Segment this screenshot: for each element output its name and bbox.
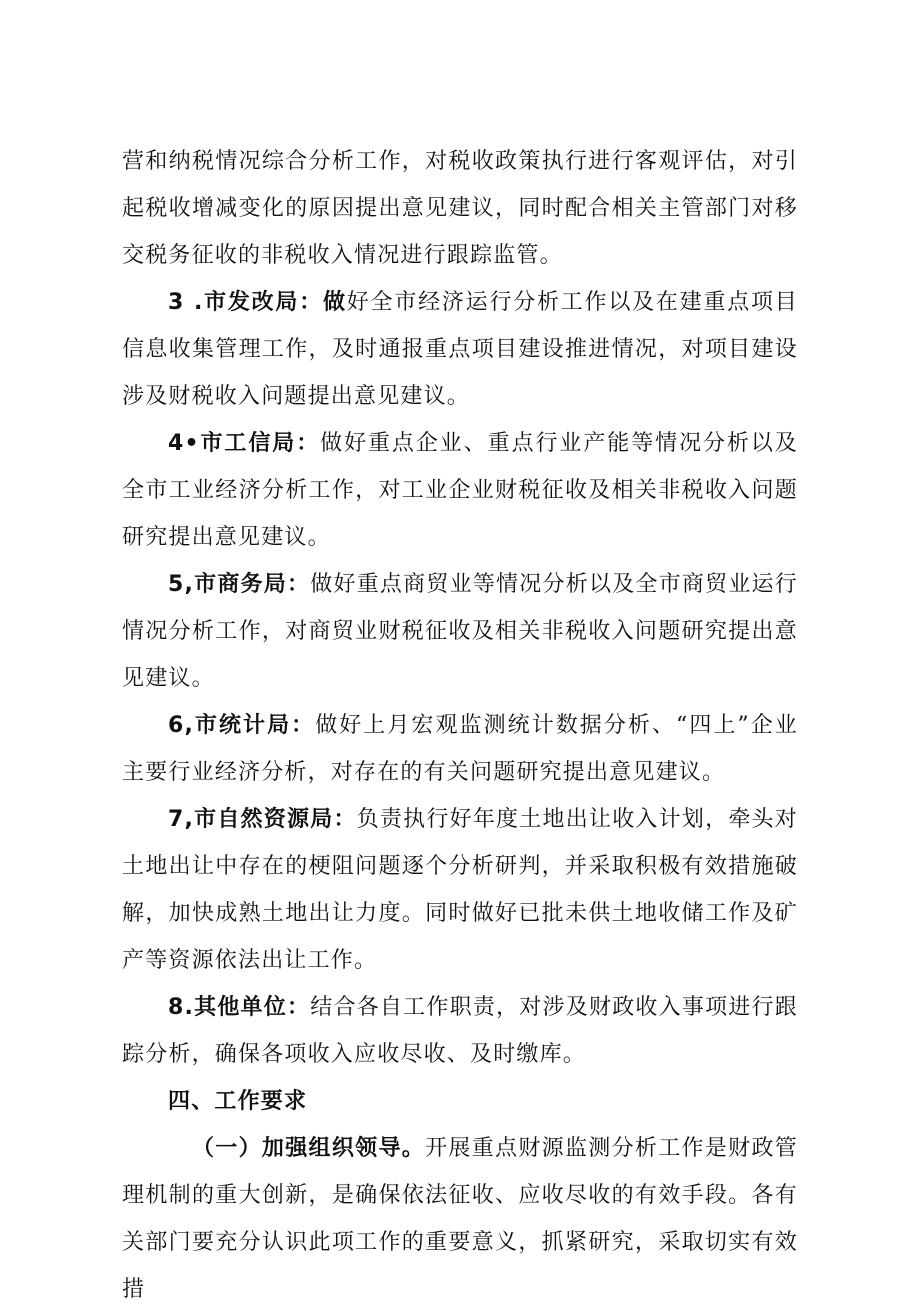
paragraph-label: 5,市商务局： xyxy=(168,572,311,597)
paragraph-text: 营和纳税情况综合分析工作，对税收政策执行进行客观评估，对引起税收增减变化的原因提出意见建议，同时配合相关主管部门对移交税务征收的非税收入情况进行跟踪监管。 xyxy=(122,149,798,268)
paragraph-text: 好全市经济运行分析工作以及在建重点项目信息收集管理工作，及时通报重点项目建设推进情况，对项目建设涉及财税收入问题提出意见建议。 xyxy=(122,290,798,409)
paragraph-text: 做好重点企业、重点行业产能等情况分析以及全市工业经济分析工作，对工业企业财税征收及相关非税收入问题研究提出意见建议。 xyxy=(122,431,798,550)
paragraph-label: 7,市自然资源局： xyxy=(168,807,357,832)
paragraph-text: 做好重点商贸业等情况分析以及全市商贸业运行情况分析工作，对商贸业财税征收及相关非税收入问题研究提出意见建议。 xyxy=(122,572,798,691)
section-heading-work-requirements: 四、工作要求 xyxy=(168,1089,308,1114)
paragraph-label: 3 .市发改局：做 xyxy=(168,290,347,315)
paragraph-statistics-bureau xyxy=(122,702,798,796)
paragraph-text: 开展重点财源监测分析工作是财政管理机制的重大创新，是确保依法征收、应收尽收的有效手段。各有关部门要充分认识此项工作的重要意义，抓紧研究，采取切实有效措 xyxy=(122,1136,798,1302)
paragraph-tax-bureau-continued xyxy=(122,138,798,279)
paragraph-label: 6,市统计局： xyxy=(168,713,316,738)
paragraph-other-units xyxy=(122,984,798,1078)
paragraph-text: 结合各自工作职责，对涉及财政收入事项进行跟踪分析，确保各项收入应收尽收、及时缴库。 xyxy=(122,995,798,1067)
paragraph-commerce-bureau xyxy=(122,561,798,702)
paragraph-strengthen-leadership xyxy=(122,1125,798,1313)
paragraph-industry-information-bureau xyxy=(122,420,798,561)
document-page xyxy=(122,138,798,1313)
paragraph-label: 8.其他单位： xyxy=(168,995,311,1020)
paragraph-text: 做好上月宏观监测统计数据分析、“四上”企业主要行业经济分析，对存在的有关问题研究提出意见建议。 xyxy=(122,713,798,785)
paragraph-text: 负责执行好年度土地出让收入计划，牵头对土地出让中存在的梗阻问题逐个分析研判，并采取积极有效措施破解，加快成熟土地出让力度。同时做好已批未供土地收储工作及矿产等资源依法出让工作。 xyxy=(122,807,798,973)
paragraph-label: 4•市工信局： xyxy=(168,431,321,456)
paragraph-natural-resources-bureau xyxy=(122,796,798,984)
paragraph-development-reform-bureau xyxy=(122,279,798,420)
paragraph-label: （一）加强组织领导。 xyxy=(192,1136,426,1161)
